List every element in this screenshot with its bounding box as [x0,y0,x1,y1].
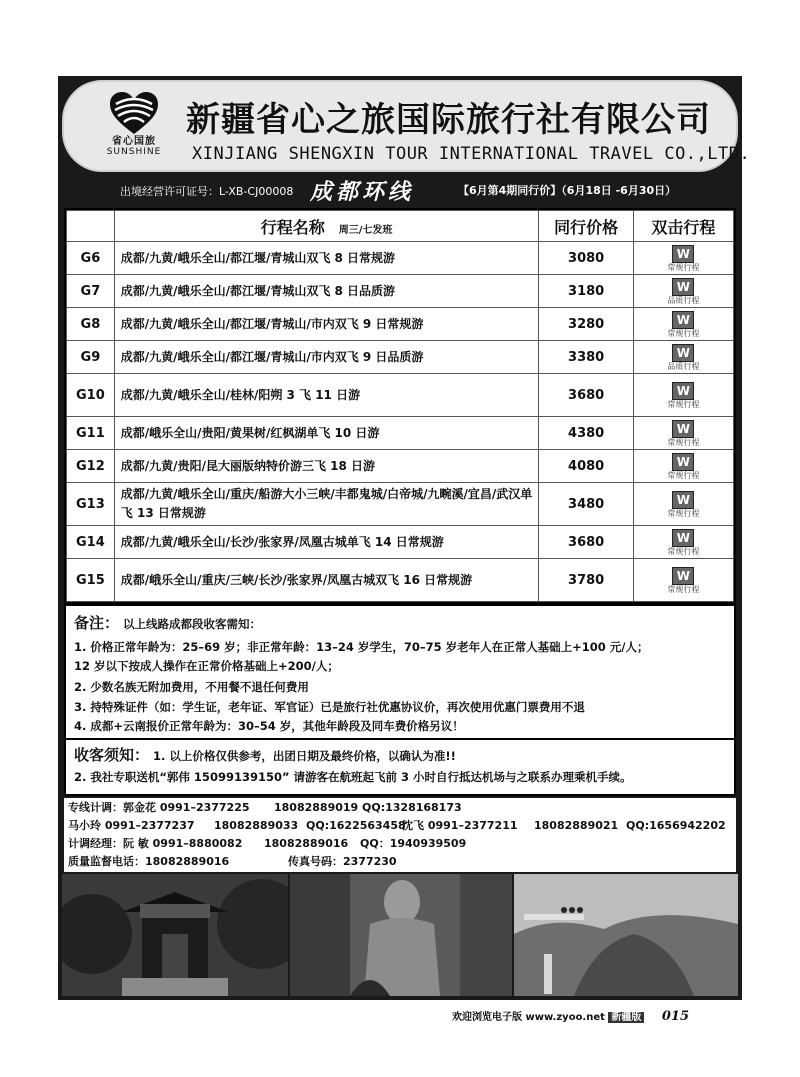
table-row [67,559,734,602]
route-price: 3380 [539,341,633,374]
contact-mobile: 18082889021 [534,819,619,832]
itinerary-link[interactable] [633,308,733,341]
company-header [62,80,751,172]
route-name: 成都/峨乐全山/重庆/三峡/长沙/张家界/凤凰古城双飞 16 日常规游 [114,559,539,602]
notes-heading [74,612,261,633]
table-row [67,374,734,417]
route-price: 3780 [539,559,633,602]
route-price: 3080 [539,242,633,275]
table-header-row [67,211,734,242]
booking-notice-item: 2. 我社专职送机“郭伟 15099139150” 请游客在航班起飞前 3 小时自行抵达机场与之联系办理乘机手续。 [74,770,632,784]
contact-name-phone: 马小玲 0991–2377237 [68,819,195,832]
route-code: G8 [67,308,115,341]
table-row [67,417,734,450]
word-doc-icon[interactable]: W [672,245,694,263]
contact-line [68,817,726,835]
note-item: 12 岁以下按成人操作在正常价格基础上+200/人； [74,659,339,673]
route-price: 3180 [539,275,633,308]
contact-line [68,835,466,853]
contact-qq: QQ:1656942202 [626,819,726,832]
itinerary-link-label[interactable]: 常规行程 [667,546,700,556]
contact-name-phone: 专线计调：郭金花 0991–2377225 [68,801,250,814]
logo-text-en: SUNSHINE [106,147,162,157]
booking-notice-item: 1. 以上价格仅供参考，出团日期及最终价格，以确认为准!! [153,749,456,763]
route-price: 4080 [539,450,633,483]
contact-line [68,799,462,817]
itinerary-table [64,208,736,604]
contact-line [68,853,397,871]
license-number: 出境经营许可证号：L-XB-CJ00008 [120,185,294,198]
route-bar [58,174,742,204]
booking-notice-label: 收客须知： [74,746,150,764]
divider [66,738,734,740]
company-logo [94,90,174,170]
heart-globe-logo-icon [108,90,160,136]
mountain-summit-photo [514,874,738,996]
page-number: 015 [661,1009,690,1024]
itinerary-link-label[interactable]: 品质行程 [667,361,700,371]
contact-mobile: 18082889019 [274,801,359,814]
route-title: 成都环线 [310,179,415,205]
table-row [67,275,734,308]
route-name: 成都/九黄/峨乐全山/都江堰/青城山双飞 8 日品质游 [114,275,539,308]
table-row [67,308,734,341]
itinerary-link[interactable] [633,450,733,483]
route-code: G13 [67,483,115,526]
contact-qq: QQ:1622563458 [306,819,406,832]
route-name: 成都/九黄/峨乐全山/都江堰/青城山/市内双飞 9 日常规游 [114,308,539,341]
itinerary-link[interactable] [633,275,733,308]
route-name: 成都/九黄/峨乐全山/桂林/阳朔 3 飞 11 日游 [114,374,539,417]
contact-mobile: 18082889016 [264,837,349,850]
table-row [67,483,734,526]
route-name: 成都/九黄/峨乐全山/都江堰/青城山双飞 8 日常规游 [114,242,539,275]
contact-name-phone: 沈飞 0991–2377211 [402,819,518,832]
itinerary-link-label[interactable]: 常规行程 [667,470,700,480]
code-header [67,211,115,242]
page-footer [452,1008,689,1024]
brochure-page [58,76,751,1000]
route-code: G14 [67,526,115,559]
link-header: 双击行程 [633,211,733,242]
itinerary-link[interactable] [633,483,733,526]
route-name: 成都/九黄/峨乐全山/重庆/船游大小三峡/丰都鬼城/白帝城/九畹溪/宜昌/武汉单飞 13 日常规游 [114,483,539,526]
route-code: G10 [67,374,115,417]
word-doc-icon[interactable]: W [672,529,694,547]
logo-text-cn: 省心国旅 [112,136,156,147]
contact-section [64,798,736,872]
route-name: 成都/九黄/峨乐全山/都江堰/青城山/市内双飞 9 日品质游 [114,341,539,374]
route-price: 4380 [539,417,633,450]
route-code: G6 [67,242,115,275]
notes-section [64,604,736,796]
table-row [67,526,734,559]
word-doc-icon[interactable]: W [672,491,694,509]
route-code: G12 [67,450,115,483]
word-doc-icon[interactable]: W [672,567,694,585]
edition-tag: 新疆版 [608,1012,644,1023]
itinerary-link[interactable] [633,559,733,602]
itinerary-link[interactable] [633,417,733,450]
giant-buddha-photo [290,874,512,996]
word-doc-icon[interactable]: W [672,420,694,438]
route-name: 成都/九黄/峨乐全山/长沙/张家界/凤凰古城单飞 14 日常规游 [114,526,539,559]
itinerary-link-label[interactable]: 常规行程 [667,399,700,409]
contact-mobile: 18082889033 [214,819,299,832]
itinerary-link[interactable] [633,242,733,275]
itinerary-link-label[interactable]: 品质行程 [667,295,700,305]
notes-label: 备注： [74,614,120,632]
word-doc-icon[interactable]: W [672,382,694,400]
route-code: G9 [67,341,115,374]
temple-gate-photo [62,874,288,996]
name-header: 行程名称 周三/七发班 [114,211,539,242]
itinerary-link[interactable] [633,526,733,559]
word-doc-icon[interactable]: W [672,311,694,329]
note-item: 2. 少数名族无附加费用，不用餐不退任何费用 [74,680,309,694]
route-price: 3680 [539,526,633,559]
note-item: 1. 价格正常年龄为：25–69 岁；非正常年龄：13–24 岁学生，70–75 岁老年人在正常人基础上+100 元/人； [74,640,649,654]
route-price: 3680 [539,374,633,417]
word-doc-icon[interactable]: W [672,278,694,296]
notes-intro: 以上线路成都段收客需知： [123,617,262,631]
route-price: 3280 [539,308,633,341]
route-code: G7 [67,275,115,308]
contact-qq: QQ:1328168173 [362,801,462,814]
footer-website: 欢迎浏览电子版 www.zyoo.net [452,1012,605,1023]
table-row [67,341,734,374]
route-name: 成都/峨乐全山/贵阳/黄果树/红枫湖单飞 10 日游 [114,417,539,450]
route-code: G15 [67,559,115,602]
word-doc-icon[interactable]: W [672,453,694,471]
contact-qq: QQ：1940939509 [360,837,467,850]
word-doc-icon[interactable]: W [672,344,694,362]
booking-notice-heading [74,744,456,765]
photo-strip [62,874,738,996]
note-item: 3. 持特殊证件（如：学生证，老年证、军官证）已是旅行社优惠协议价，再次使用优惠门票费用不退 [74,700,585,714]
company-name-en: XINJIANG SHENGXIN TOUR INTERNATIONAL TRAVEL CO.,LTD. [192,144,751,164]
table-row [67,450,734,483]
quality-hotline: 质量监督电话：18082889016 [68,855,230,868]
route-code: G11 [67,417,115,450]
itinerary-link[interactable] [633,374,733,417]
note-item: 4. 成都+云南报价正常年龄为：30–54 岁，其他年龄段及同车费价格另议！ [74,719,464,733]
itinerary-link-label[interactable]: 常规行程 [667,437,700,447]
company-name-cn: 新疆省心之旅国际旅行社有限公司 [186,100,711,140]
price-header: 同行价格 [539,211,633,242]
itinerary-link-label[interactable]: 常规行程 [667,262,700,272]
route-name: 成都/九黄/贵阳/昆大丽版纳特价游三飞 18 日游 [114,450,539,483]
itinerary-link[interactable] [633,341,733,374]
contact-name-phone: 计调经理：阮 敏 0991–8880082 [68,837,243,850]
price-period: 【6月第4期同行价】（6月18日 -6月30日） [458,184,677,197]
fax-number: 传真号码：2377230 [288,855,397,868]
itinerary-link-label[interactable]: 常规行程 [667,584,700,594]
itinerary-link-label[interactable]: 常规行程 [667,328,700,338]
route-price: 3480 [539,483,633,526]
table-row [67,242,734,275]
itinerary-link-label[interactable]: 常规行程 [667,508,700,518]
